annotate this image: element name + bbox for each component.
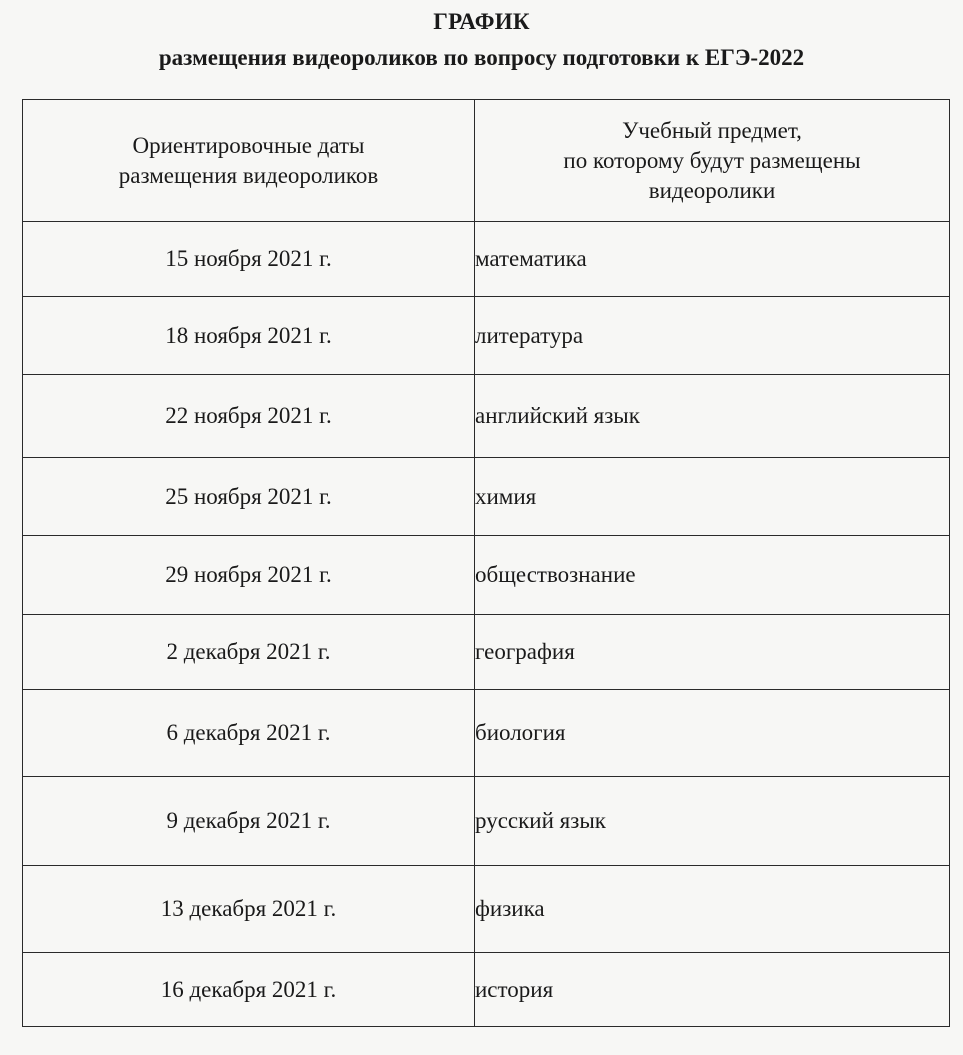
table-header-row: [23, 100, 950, 222]
table-row: [23, 953, 950, 1027]
date-cell: 18 ноября 2021 г.: [23, 297, 475, 375]
table-row: [23, 458, 950, 536]
header-subject-line: по которому будут размещены: [563, 147, 861, 173]
subject-cell: русский язык: [475, 777, 950, 866]
subject-cell: химия: [475, 458, 950, 536]
table-row: [23, 690, 950, 777]
header-subject-line: видеоролики: [648, 177, 776, 203]
table-row: [23, 222, 950, 297]
table-row: [23, 615, 950, 690]
subject-cell: физика: [475, 866, 950, 953]
header-date-line: размещения видеороликов: [118, 162, 379, 188]
date-cell: 6 декабря 2021 г.: [23, 690, 475, 777]
schedule-table: [22, 99, 950, 1027]
table-row: [23, 536, 950, 615]
date-cell: 29 ноября 2021 г.: [23, 536, 475, 615]
document-title: ГРАФИК: [433, 9, 530, 34]
header-subject-line: Учебный предмет,: [622, 117, 802, 143]
date-cell: 25 ноября 2021 г.: [23, 458, 475, 536]
table-row: [23, 777, 950, 866]
document-subtitle: размещения видеороликов по вопросу подготовки к ЕГЭ-2022: [158, 45, 805, 70]
subject-cell: биология: [475, 690, 950, 777]
date-cell: 13 декабря 2021 г.: [23, 866, 475, 953]
table-row: [23, 866, 950, 953]
date-cell: 16 декабря 2021 г.: [23, 953, 475, 1027]
date-cell: 22 ноября 2021 г.: [23, 375, 475, 458]
date-cell: 9 декабря 2021 г.: [23, 777, 475, 866]
subject-cell: литература: [475, 297, 950, 375]
header-subject-column: [475, 100, 950, 222]
table-row: [23, 375, 950, 458]
table-row: [23, 297, 950, 375]
header-date-line: Ориентировочные даты: [132, 132, 365, 158]
subject-cell: география: [475, 615, 950, 690]
header-date-column: [23, 100, 475, 222]
subject-cell: обществознание: [475, 536, 950, 615]
subject-cell: математика: [475, 222, 950, 297]
subject-cell: история: [475, 953, 950, 1027]
date-cell: 2 декабря 2021 г.: [23, 615, 475, 690]
date-cell: 15 ноября 2021 г.: [23, 222, 475, 297]
subject-cell: английский язык: [475, 375, 950, 458]
